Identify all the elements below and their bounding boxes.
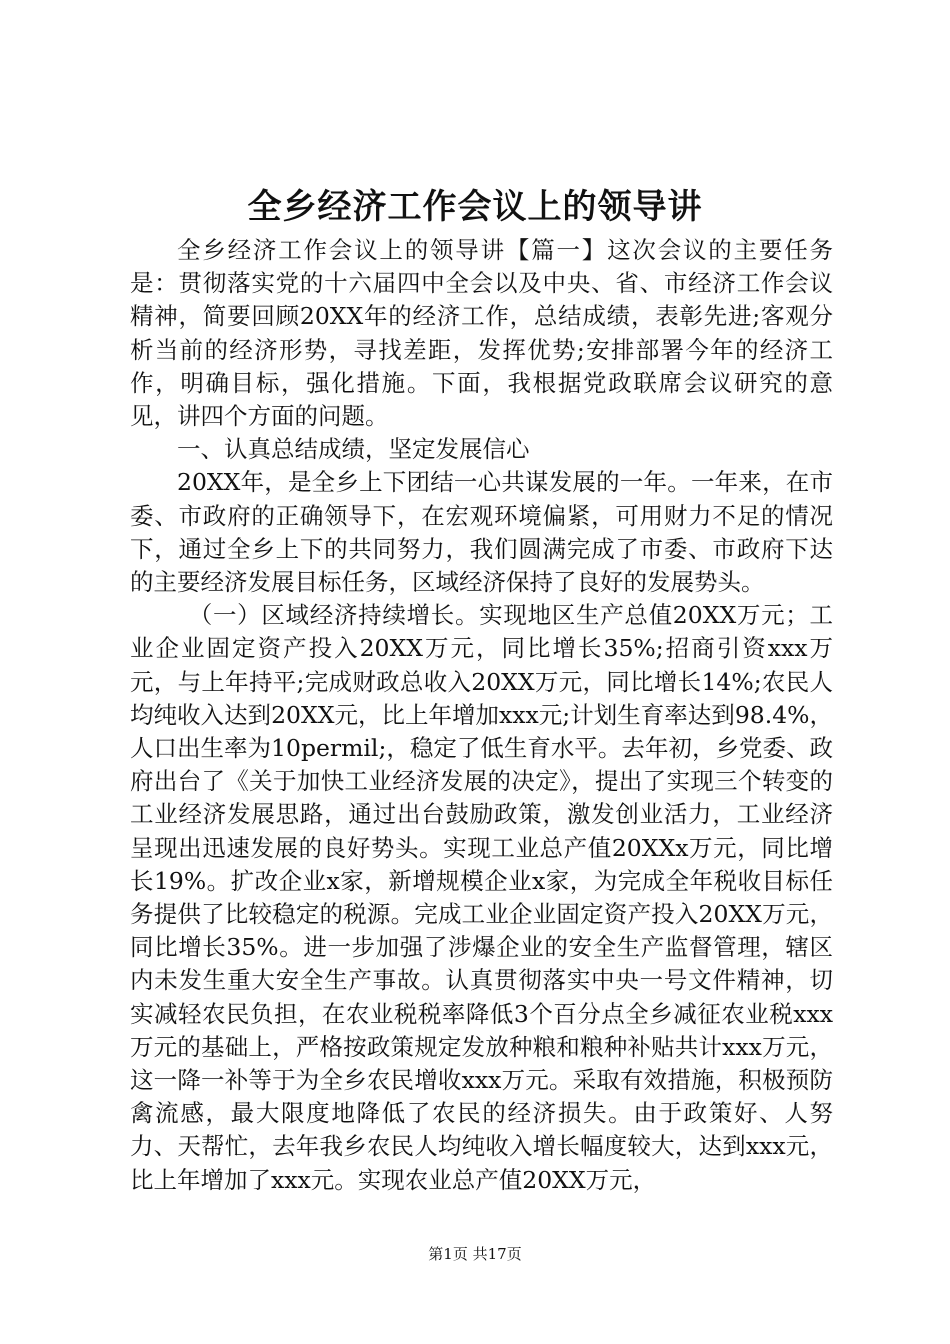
section-heading: 一、认真总结成绩，坚定发展信心 [177, 435, 530, 464]
summary-paragraph: 20XX年，是全乡上下团结一心共谋发展的一年。一年来，在市委、市政府的正确领导下，在宏观环境偏紧，可用财力不足的情况下，通过全乡上下的共同努力，我们圆满完成了市委、市政府下达的主要经济发展目标任务，区域经济保持了良好的发展势头。 [130, 468, 833, 597]
intro-paragraph: 全乡经济工作会议上的领导讲【篇一】这次会议的主要任务是：贯彻落实党的十六届四中全会以及中央、省、市经济工作会议精神，简要回顾20XX年的经济工作，总结成绩，表彰先进;客观分析当前的经济形势，寻找差距，发挥优势;安排部署今年的经济工作，明确目标，强化措施。下面，我根据党政联席会议研究的意见，讲四个方面的问题。 [130, 236, 833, 431]
page-title: 全乡经济工作会议上的领导讲 [247, 187, 703, 227]
page-number: 第1页 共17页 [428, 1245, 522, 1263]
document-body [130, 234, 833, 1197]
economy-paragraph: （一）区域经济持续增长。实现地区生产总值20XX万元；工业企业固定资产投入20XX万元，同比增长35%;招商引资xxx万元，与上年持平;完成财政总收入20XX万元，同比增长14%;农民人均纯收入达到20XX元，比上年增加xxx元;计划生育率达到98.4%，人口出生率为10permil;，稳定了低生育水平。去年初，乡党委、政府出台了《关于加快工业经济发展的决定》，提出了实现三个转变的工业经济发展思路，通过出台鼓励政策，激发创业活力，工业经济呈现出迅速发展的良好势头。实现工业总产值20XXx万元，同比增长19%。扩改企业x家，新增规模企业x家，为完成全年税收目标任务提供了比较稳定的税源。完成工业企业固定资产投入20XX万元，同比增长35%。进一步加强了涉爆企业的安全生产监督管理，辖区内未发生重大安全生产事故。认真贯彻落实中央一号文件精神，切实减轻农民负担，在农业税税率降低3个百分点全乡减征农业税xxx万元的基础上，严格按政策规定发放种粮和粮种补贴共计xxx万元，这一降一补等于为全乡农民增收xxx万元。采取有效措施，积极预防禽流感，最大限度地降低了农民的经济损失。由于政策好、人努力、天帮忙，去年我乡农民人均纯收入增长幅度较大，达到xxx元，比上年增加了xxx元。实现农业总产值20XX万元， [130, 601, 833, 1194]
